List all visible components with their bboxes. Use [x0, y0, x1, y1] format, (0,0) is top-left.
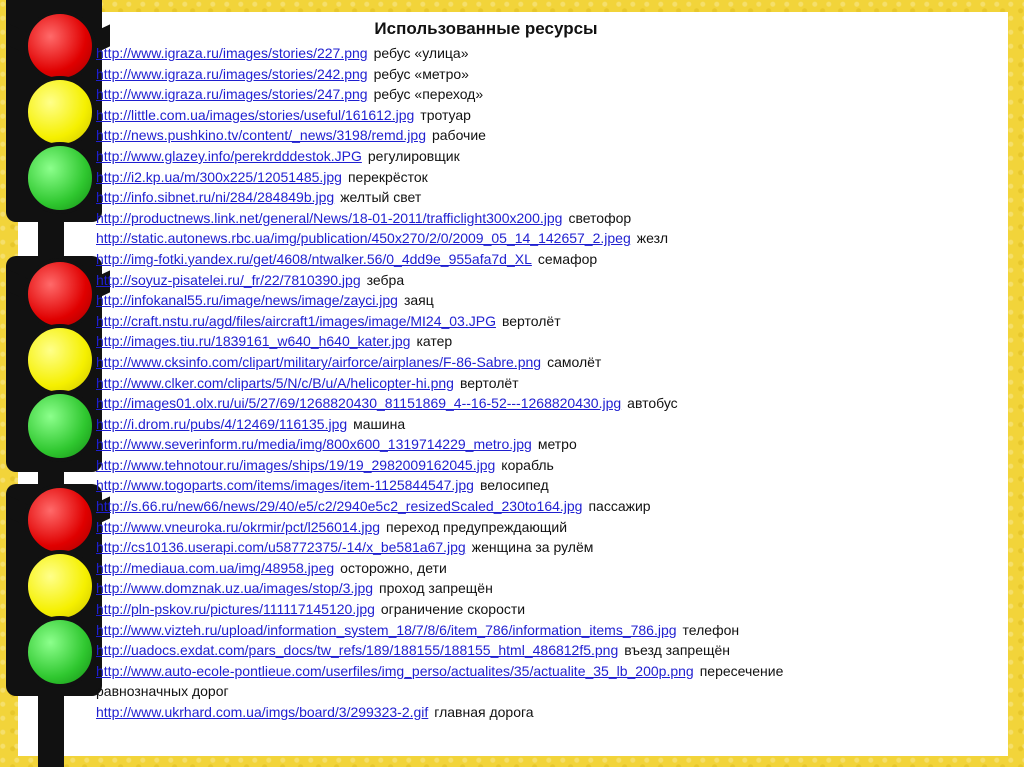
resource-link[interactable]: http://info.sibnet.ru/ni/284/284849b.jpg — [96, 189, 335, 206]
resource-description: семафор — [537, 250, 598, 267]
resource-item — [96, 84, 996, 105]
resource-link[interactable]: http://www.clker.com/cliparts/5/N/c/B/u/A/helicopter-hi.png — [96, 374, 454, 391]
resource-item — [96, 393, 996, 414]
resource-description-continued: равнозначных дорог — [96, 683, 229, 700]
resources-list — [96, 43, 996, 723]
resources-content — [96, 18, 996, 723]
resource-item — [96, 125, 996, 146]
resource-item — [96, 228, 996, 249]
green-light-icon — [24, 616, 96, 688]
resource-link[interactable]: http://s.66.ru/new66/news/29/40/e5/c2/2940e5c2_resizedScaled_230to164.jpg — [96, 498, 583, 515]
resource-description: желтый свет — [340, 189, 422, 206]
red-light-icon — [24, 10, 96, 82]
resource-link[interactable]: http://www.cksinfo.com/clipart/military/airforce/airplanes/F-86-Sabre.png — [96, 353, 542, 370]
resource-link[interactable]: http://www.severinform.ru/media/img/800x600_1319714229_metro.jpg — [96, 436, 532, 453]
resource-description: телефон — [682, 621, 740, 638]
resource-item — [96, 290, 996, 311]
resource-item — [96, 331, 996, 352]
resource-item — [96, 105, 996, 126]
green-light-icon — [24, 142, 96, 214]
resource-link[interactable]: http://www.igraza.ru/images/stories/247.png — [96, 86, 368, 103]
resource-item — [96, 702, 996, 723]
resource-item — [96, 640, 996, 661]
resource-description: велосипед — [479, 477, 549, 494]
resource-link[interactable]: http://www.igraza.ru/images/stories/227.png — [96, 45, 368, 61]
resource-link[interactable]: http://little.com.ua/images/stories/useful/161612.jpg — [96, 106, 415, 123]
resource-link[interactable]: http://soyuz-pisatelei.ru/_fr/22/7810390.jpg — [96, 271, 361, 288]
resource-item — [96, 167, 996, 188]
resource-description: ребус «улица» — [373, 45, 469, 61]
resource-item — [96, 311, 996, 332]
resource-link[interactable]: http://images01.olx.ru/ui/5/27/69/1268820430_81151869_4--16-52---1268820430.jpg — [96, 395, 622, 412]
resource-description: ребус «метро» — [373, 65, 469, 82]
resource-item — [96, 414, 996, 435]
yellow-light-icon — [24, 76, 96, 148]
resource-description: вертолёт — [459, 374, 519, 391]
resource-item — [96, 517, 996, 538]
resource-description: машина — [353, 415, 406, 432]
resource-description: тротуар — [420, 106, 471, 123]
resource-item — [96, 43, 996, 64]
resource-description: заяц — [403, 292, 434, 309]
resource-description: осторожно, дети — [340, 559, 447, 576]
traffic-light-housing-middle — [6, 256, 102, 472]
traffic-light-housing-top — [6, 0, 102, 222]
resource-link[interactable]: http://static.autonews.rbc.ua/img/publication/450x270/2/0/2009_05_14_142657_2.jpeg — [96, 230, 631, 247]
resource-link[interactable]: http://www.togoparts.com/items/images/item-1125844547.jpg — [96, 477, 474, 494]
resource-description: регулировщик — [367, 147, 460, 164]
resource-item — [96, 496, 996, 517]
resource-link[interactable]: http://cs10136.userapi.com/u58772375/-14/x_be581a67.jpg — [96, 539, 466, 556]
resource-link[interactable]: http://productnews.link.net/general/News/18-01-2011/trafficlight300x200.jpg — [96, 209, 563, 226]
yellow-light-icon — [24, 324, 96, 396]
resource-link[interactable]: http://images.tiu.ru/1839161_w640_h640_kater.jpg — [96, 333, 411, 350]
resource-link[interactable]: http://www.domznak.uz.ua/images/stop/3.jpg — [96, 580, 374, 597]
resource-link[interactable]: http://www.tehnotour.ru/images/ships/19/19_2982009162045.jpg — [96, 456, 496, 473]
resource-item — [96, 249, 996, 270]
resource-description: проход запрещён — [379, 580, 493, 597]
resource-item — [96, 455, 996, 476]
resource-description: пассажир — [588, 498, 651, 515]
resource-item — [96, 208, 996, 229]
red-light-icon — [24, 258, 96, 330]
resource-description: ограничение скорости — [380, 601, 526, 618]
resource-link[interactable]: http://news.pushkino.tv/content/_news/3198/remd.jpg — [96, 127, 426, 144]
resource-description: рабочие — [431, 127, 486, 144]
resource-link[interactable]: http://img-fotki.yandex.ru/get/4608/ntwalker.56/0_4dd9e_955afa7d_XL — [96, 250, 532, 267]
resource-description: катер — [416, 333, 453, 350]
yellow-light-icon — [24, 550, 96, 622]
resource-description: зебра — [366, 271, 405, 288]
resource-item — [96, 373, 996, 394]
resource-item — [96, 578, 996, 599]
resource-description: жезл — [636, 230, 669, 247]
resource-description: вертолёт — [501, 312, 561, 329]
resource-item — [96, 187, 996, 208]
resource-link[interactable]: http://www.igraza.ru/images/stories/242.png — [96, 65, 368, 82]
resource-item — [96, 146, 996, 167]
resource-item — [96, 475, 996, 496]
slide-title: Использованные ресурсы — [374, 19, 598, 38]
resource-item — [96, 352, 996, 373]
resource-item — [96, 558, 996, 579]
resource-item — [96, 537, 996, 558]
resource-link[interactable]: http://i2.kp.ua/m/300x225/12051485.jpg — [96, 168, 342, 185]
resource-description: светофор — [568, 209, 632, 226]
resource-description: корабль — [501, 456, 554, 473]
resource-link[interactable]: http://www.auto-ecole-pontlieue.com/userfiles/img_perso/actualites/35/actualite_35_lb_200p.png — [96, 662, 694, 679]
resource-link[interactable]: http://www.vizteh.ru/upload/information_system_18/7/8/6/item_786/information_items_786.jpg — [96, 621, 677, 638]
resource-link[interactable]: http://infokanal55.ru/image/news/image/zayci.jpg — [96, 292, 398, 309]
resource-link[interactable]: http://pln-pskov.ru/pictures/111117145120.jpg — [96, 601, 375, 618]
traffic-light-housing-bottom — [6, 484, 102, 696]
resource-description: перекрёсток — [347, 168, 428, 185]
resource-description: ребус «переход» — [373, 86, 484, 103]
resource-link[interactable]: http://craft.nstu.ru/agd/files/aircraft1/images/image/MI24_03.JPG — [96, 312, 496, 329]
resource-link[interactable]: http://mediaua.com.ua/img/48958.jpeg — [96, 559, 335, 576]
resource-description: главная дорога — [434, 704, 534, 720]
resource-link[interactable]: http://www.glazey.info/perekrdddestok.JPG — [96, 147, 362, 164]
resource-description: самолёт — [547, 353, 602, 370]
resource-item — [96, 620, 996, 641]
resource-description: автобус — [627, 395, 678, 412]
resource-description: переход предупреждающий — [386, 518, 568, 535]
resource-description: въезд запрещён — [624, 642, 731, 659]
red-light-icon — [24, 484, 96, 556]
resource-description: женщина за рулём — [471, 539, 594, 556]
green-light-icon — [24, 390, 96, 462]
resource-item — [96, 661, 996, 702]
resource-link[interactable]: http://i.drom.ru/pubs/4/12469/116135.jpg — [96, 415, 348, 432]
resource-item — [96, 270, 996, 291]
resource-link[interactable]: http://www.ukrhard.com.ua/imgs/board/3/299323-2.gif — [96, 704, 429, 720]
resource-item — [96, 434, 996, 455]
resource-link[interactable]: http://www.vneuroka.ru/okrmir/pct/l256014.jpg — [96, 518, 381, 535]
resource-item — [96, 599, 996, 620]
resource-description: метро — [537, 436, 577, 453]
resource-item — [96, 64, 996, 85]
resource-description: пересечение — [699, 662, 784, 679]
resource-link[interactable]: http://uadocs.exdat.com/pars_docs/tw_refs/189/188155/188155_html_486812f5.png — [96, 642, 619, 659]
